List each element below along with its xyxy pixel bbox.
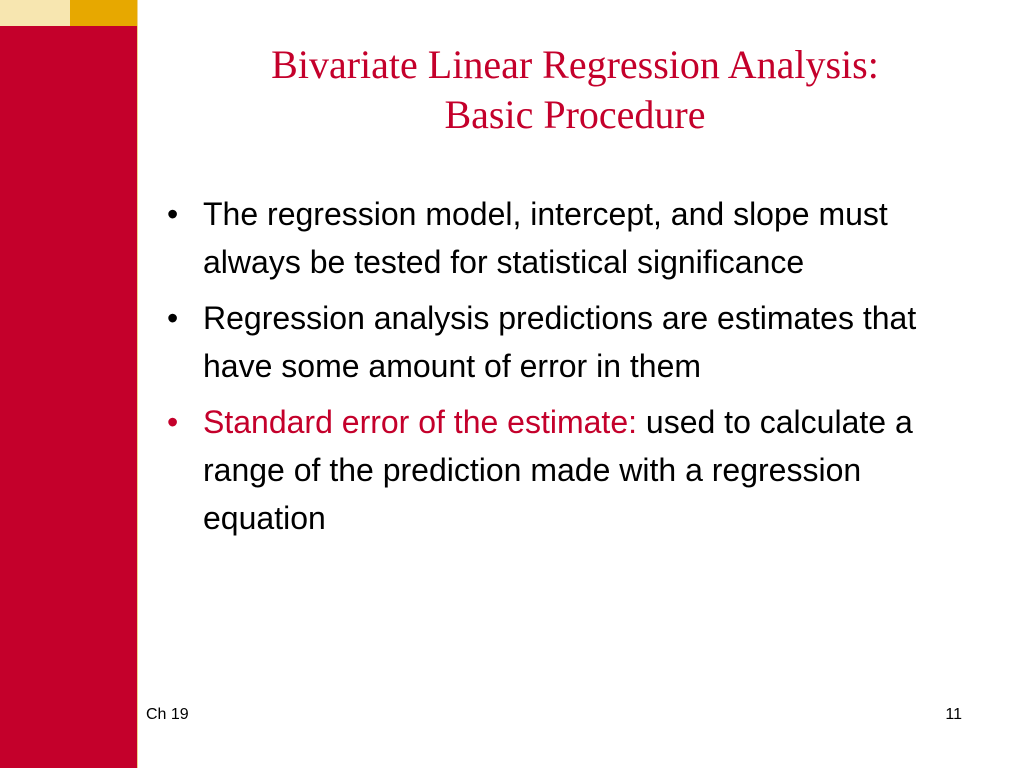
slide-title [150,40,1000,140]
title-line-2: Basic Procedure [444,92,706,137]
bullet-icon: • [167,196,179,232]
left-accent-bar [0,26,137,768]
bullet-item [160,398,970,542]
divider-line [137,0,138,768]
corner-block-cream [0,0,70,26]
bullet-text: Regression analysis predictions are estimates that have some amount of error in them [203,300,917,384]
footer-page-number: 11 [945,706,962,723]
corner-block-gold [70,0,137,26]
bullet-term: Standard error of the estimate: [203,404,637,440]
title-line-1: Bivariate Linear Regression Analysis: [271,42,879,87]
bullet-text: The regression model, intercept, and slope must always be tested for statistical significance [203,196,888,280]
bullet-list [160,190,970,550]
bullet-text: used to calculate a range of the prediction made with a regression equation [203,404,913,536]
bullet-icon: • [167,300,179,336]
footer-chapter: Ch 19 [146,706,189,723]
bullet-icon: • [167,404,179,440]
bullet-item [160,294,970,390]
bullet-item [160,190,970,286]
